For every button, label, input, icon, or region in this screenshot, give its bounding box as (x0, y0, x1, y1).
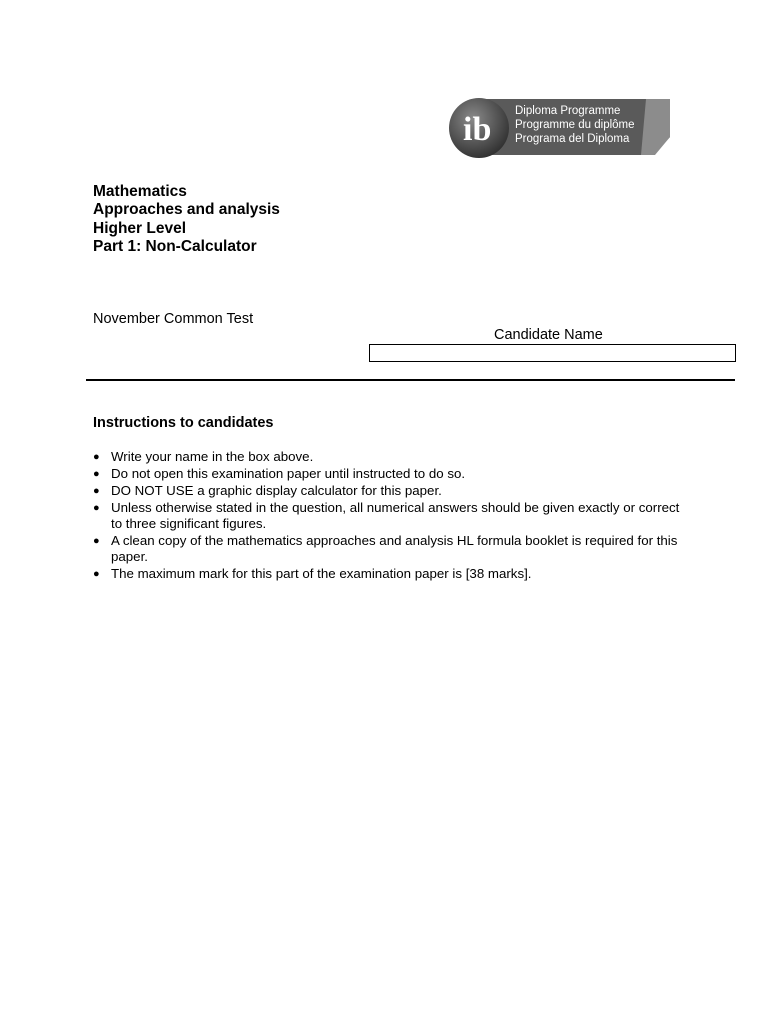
instructions-list (93, 449, 693, 583)
logo-line-2: Programme du diplôme (515, 119, 635, 131)
instruction-text: A clean copy of the mathematics approaches and analysis HL formula booklet is required for this paper. (111, 533, 678, 564)
instructions-heading: Instructions to candidates (93, 415, 274, 431)
instruction-item (93, 483, 693, 499)
logo-line-1: Diploma Programme (515, 105, 621, 117)
instruction-item (93, 533, 693, 565)
candidate-name-box[interactable] (369, 344, 736, 362)
instruction-item (93, 500, 693, 532)
instruction-text: DO NOT USE a graphic display calculator for this paper. (111, 483, 442, 498)
title-level: Higher Level (93, 219, 187, 237)
title-course: Approaches and analysis (93, 201, 280, 219)
instruction-item (93, 449, 693, 465)
bullet-icon: ● (93, 485, 100, 497)
logo-mark: ib (463, 111, 492, 148)
title-subject: Mathematics (93, 183, 187, 200)
candidate-name-label: Candidate Name (494, 327, 603, 343)
bullet-icon: ● (93, 535, 100, 547)
ib-logo (441, 97, 670, 163)
title-part: Part 1: Non-Calculator (93, 237, 257, 255)
logo-line-3: Programa del Diploma (515, 133, 630, 145)
instruction-text: Unless otherwise stated in the question, all numerical answers should be given exactly or correct to three significant figures. (111, 500, 680, 531)
instruction-text: The maximum mark for this part of the examination paper is [38 marks]. (111, 566, 532, 581)
instruction-text: Write your name in the box above. (111, 449, 314, 464)
paper-title (93, 183, 280, 256)
instruction-text: Do not open this examination paper until instructed to do so. (111, 466, 466, 481)
bullet-icon: ● (93, 451, 100, 463)
test-name: November Common Test (93, 311, 254, 327)
instruction-item (93, 566, 693, 582)
bullet-icon: ● (93, 568, 100, 580)
divider-rule (86, 379, 735, 381)
bullet-icon: ● (93, 502, 100, 514)
instruction-item (93, 466, 693, 482)
bullet-icon: ● (93, 468, 100, 480)
